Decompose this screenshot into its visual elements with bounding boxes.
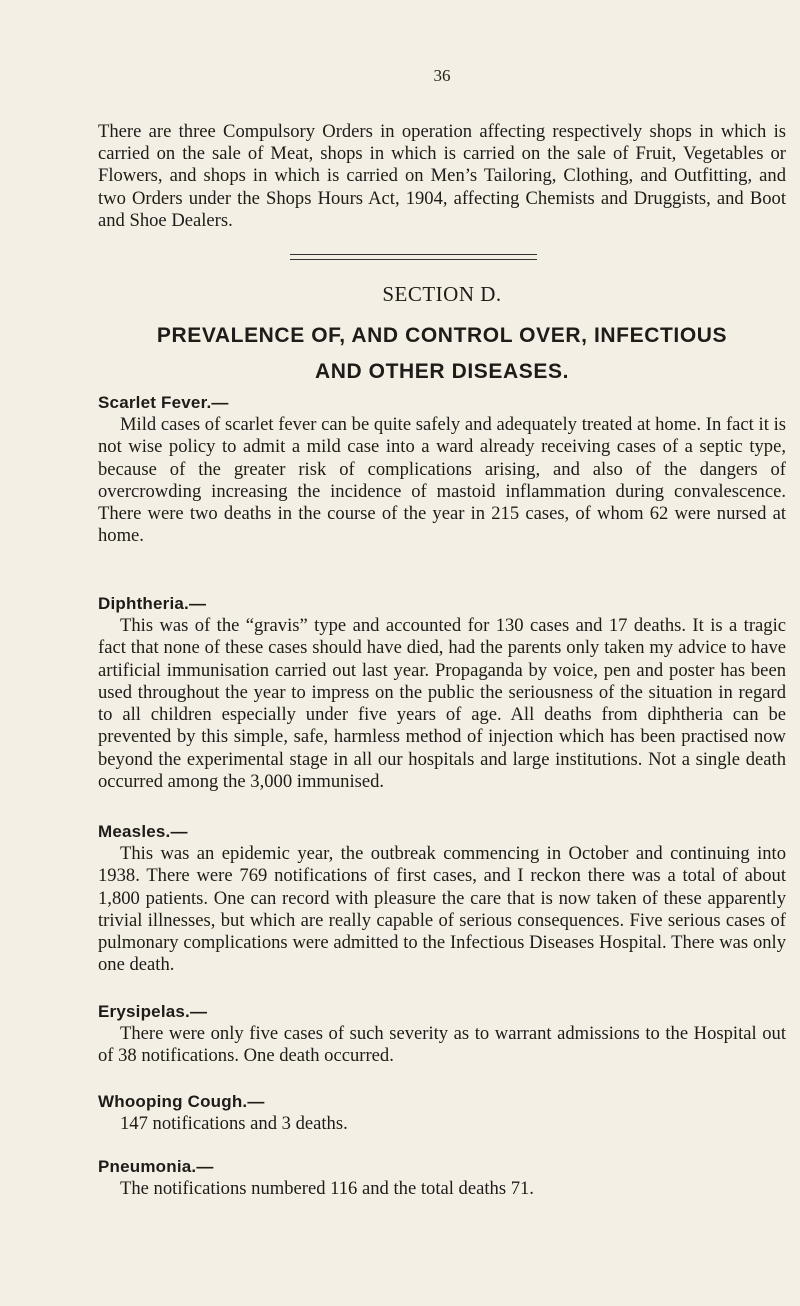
whooping-cough-heading: Whooping Cough.— (98, 1092, 265, 1111)
pneumonia-text: The notifications numbered 116 and the total deaths 71. (120, 1178, 534, 1199)
erysipelas-text: There were only five cases of such severity as to warrant admissions to the Hospital out of 38 notifications. One death occurred. (98, 1023, 786, 1067)
scarlet-fever-text: Mild cases of scarlet fever can be quite safely and adequately treated at home. In fact it is not wise policy to admit a mild case into a ward already receiving cases of a septic type, because of the greater risk of complications arising, and also of the dangers of overcrowding increasing the incidence of mastoid inflammation during convalescence. There were two deaths in the course of the year in 215 cases, of whom 62 were nursed at home. (98, 414, 786, 547)
pneumonia-section (98, 1156, 786, 1200)
section-title-line-1: PREVALENCE OF, AND CONTROL OVER, INFECTIOUS (156, 324, 728, 347)
measles-text: This was an epidemic year, the outbreak commencing in October and continuing into 1938. There were 769 notifications of first cases, and I reckon there was a total of about 1,800 patients. One can record with pleasure the care that is now taken of these apparently trivial illnesses, but which are really capable of serious consequences. Five serious cases of pulmonary complications were admitted to the Infectious Diseases Hospital. There was only one death. (98, 843, 786, 976)
erysipelas-section (98, 1001, 786, 1068)
page-number: 36 (433, 66, 451, 85)
measles-section (98, 821, 786, 977)
measles-heading: Measles.— (98, 822, 188, 841)
whooping-cough-section (98, 1091, 786, 1135)
diphtheria-heading: Diphtheria.— (98, 594, 207, 613)
scarlet-fever-section (98, 392, 786, 548)
erysipelas-heading: Erysipelas.— (98, 1002, 208, 1021)
section-label: SECTION D. (382, 282, 502, 306)
section-title (98, 318, 786, 390)
whooping-cough-text: 147 notifications and 3 deaths. (120, 1113, 348, 1134)
section-title-line-2: AND OTHER DISEASES. (314, 360, 570, 383)
diphtheria-text: This was of the “gravis” type and accounted for 130 cases and 17 deaths. It is a tragic fact that none of these cases should have died, had the parents only taken my advice to have artificial immunisation carried out last year. Propaganda by voice, pen and poster has been used throughout the year to impress on the public the seriousness of the situation in regard to all children especially under five years of age. All deaths from diphtheria can be prevented by this simple, safe, harmless method of injection which has been practised now beyond the experimental stage in all our hospitals and large institutions. Not a single death occurred among the 3,000 immunised. (98, 615, 786, 793)
diphtheria-section (98, 593, 786, 793)
intro-paragraph: There are three Compulsory Orders in operation affecting respectively shops in which is carried on the sale of Meat, shops in which is carried on the sale of Fruit, Vegetables or Flowers, and shops in which is carried on Men’s Tailoring, Clothing, and Outfitting, and two Orders under the Shops Hours Act, 1904, affecting Chemists and Druggists, and Boot and Shoe Dealers. (98, 121, 786, 231)
section-divider (290, 254, 537, 260)
scarlet-fever-heading: Scarlet Fever.— (98, 393, 229, 412)
pneumonia-heading: Pneumonia.— (98, 1157, 214, 1176)
